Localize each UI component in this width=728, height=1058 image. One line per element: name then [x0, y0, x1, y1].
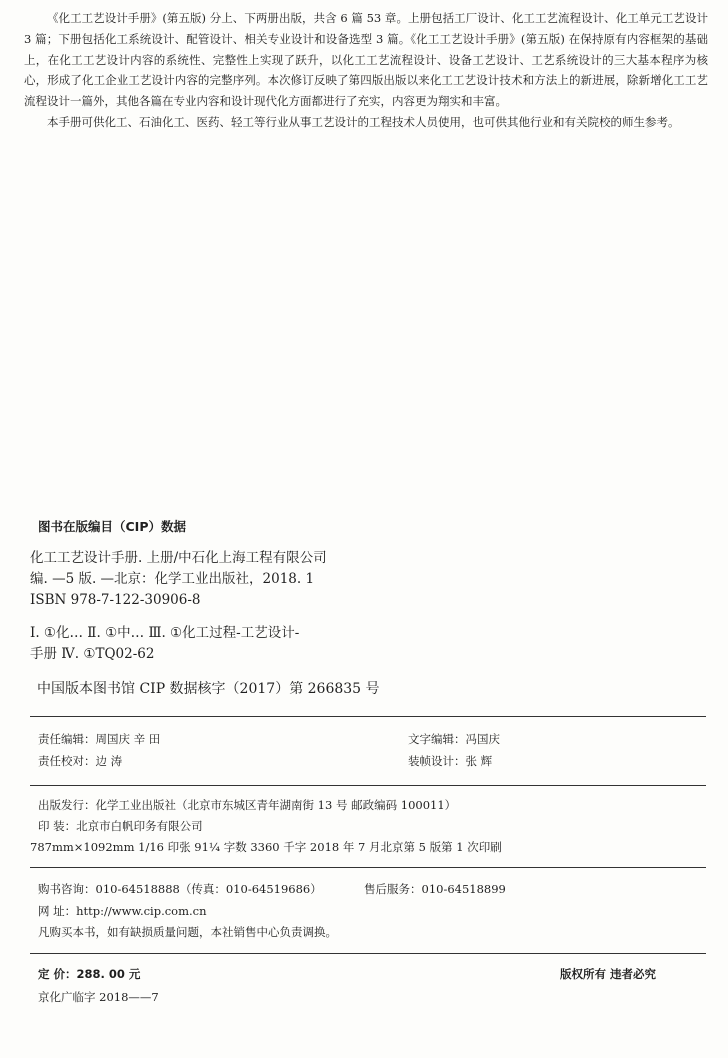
cip-verification-number: 中国版本图书馆 CIP 数据核字（2017）第 266835 号: [37, 681, 380, 697]
synopsis-paragraph-2: 本手册可供化工、石油化工、医药、轻工等行业从事工艺设计的工程技术人员使用，也可供其他行业和有关院校的师生参考。: [47, 114, 680, 129]
replacement-notice: 凡购买本书，如有缺损质量问题，本社销售中心负责调换。: [38, 925, 337, 939]
publisher-issuer: 出版发行：化学工业出版社（北京市东城区青年湖南街 13 号 邮政编码 100011）: [38, 798, 457, 812]
divider: [30, 953, 706, 954]
text-editor: 文字编辑：冯国庆: [408, 732, 500, 746]
price: 定 价：288. 00 元: [38, 967, 141, 981]
proofreader: 责任校对：边 涛: [38, 754, 123, 768]
purchase-inquiry: 购书咨询：010-64518888（传真：010-64519686）: [38, 882, 322, 896]
synopsis: [24, 8, 708, 133]
responsible-editor: 责任编辑：周国庆 辛 田: [38, 732, 161, 746]
divider: [30, 785, 706, 786]
cover-designer: 装帧设计：张 辉: [408, 754, 493, 768]
cip-classification-line-2: 手册 Ⅳ. ①TQ02-62: [30, 646, 155, 662]
publishing-code: 京化广临字 2018——7: [38, 990, 159, 1004]
website: 网 址：http://www.cip.com.cn: [38, 904, 207, 918]
cip-record: [30, 548, 450, 665]
synopsis-paragraph-1: 《化工工艺设计手册》(第五版) 分上、下两册出版，共含 6 篇 53 章。上册包括工厂设计、化工工艺流程设计、化工单元工艺设计 3 篇；下册包括化工系统设计、配管设计、相关专业设计和设备选型 3 篇。《化工工艺设计手册》(第五版) 在保持原有内容框架的基础上，在化工工艺设计内容的系统性、完整性上实现了跃升，以化工工艺流程设计、设备工艺设计、工艺系统设计的三大基本程序为核心，形成了化工企业工艺设计内容的完整序列。本次修订反映了第四版出版以来化工工艺设计技术和方法上的新进展，除新增化工工艺流程设计一篇外，其他各篇在专业内容和设计现代化方面都进行了充实，内容更为翔实和丰富。: [24, 11, 708, 109]
after-sales-service: 售后服务：010-64518899: [364, 882, 506, 896]
cip-title-line: 化工工艺设计手册. 上册/中石化上海工程有限公司: [30, 550, 327, 566]
copyright-notice: 版权所有 违者必究: [560, 967, 657, 981]
divider: [30, 867, 706, 868]
printer: 印 装：北京市白帆印务有限公司: [38, 819, 203, 833]
divider: [30, 716, 706, 717]
cip-isbn: ISBN 978-7-122-30906-8: [30, 592, 201, 608]
cip-edition-line: 编. —5 版. —北京：化学工业出版社，2018. 1: [30, 571, 315, 587]
cip-heading: 图书在版编目（CIP）数据: [38, 519, 186, 534]
print-specs: 787mm×1092mm 1/16 印张 91¼ 字数 3360 千字 2018 年 7 月北京第 5 版第 1 次印刷: [30, 840, 502, 854]
cip-classification-line-1: Ⅰ. ①化… Ⅱ. ①中… Ⅲ. ①化工过程-工艺设计-: [30, 625, 300, 641]
